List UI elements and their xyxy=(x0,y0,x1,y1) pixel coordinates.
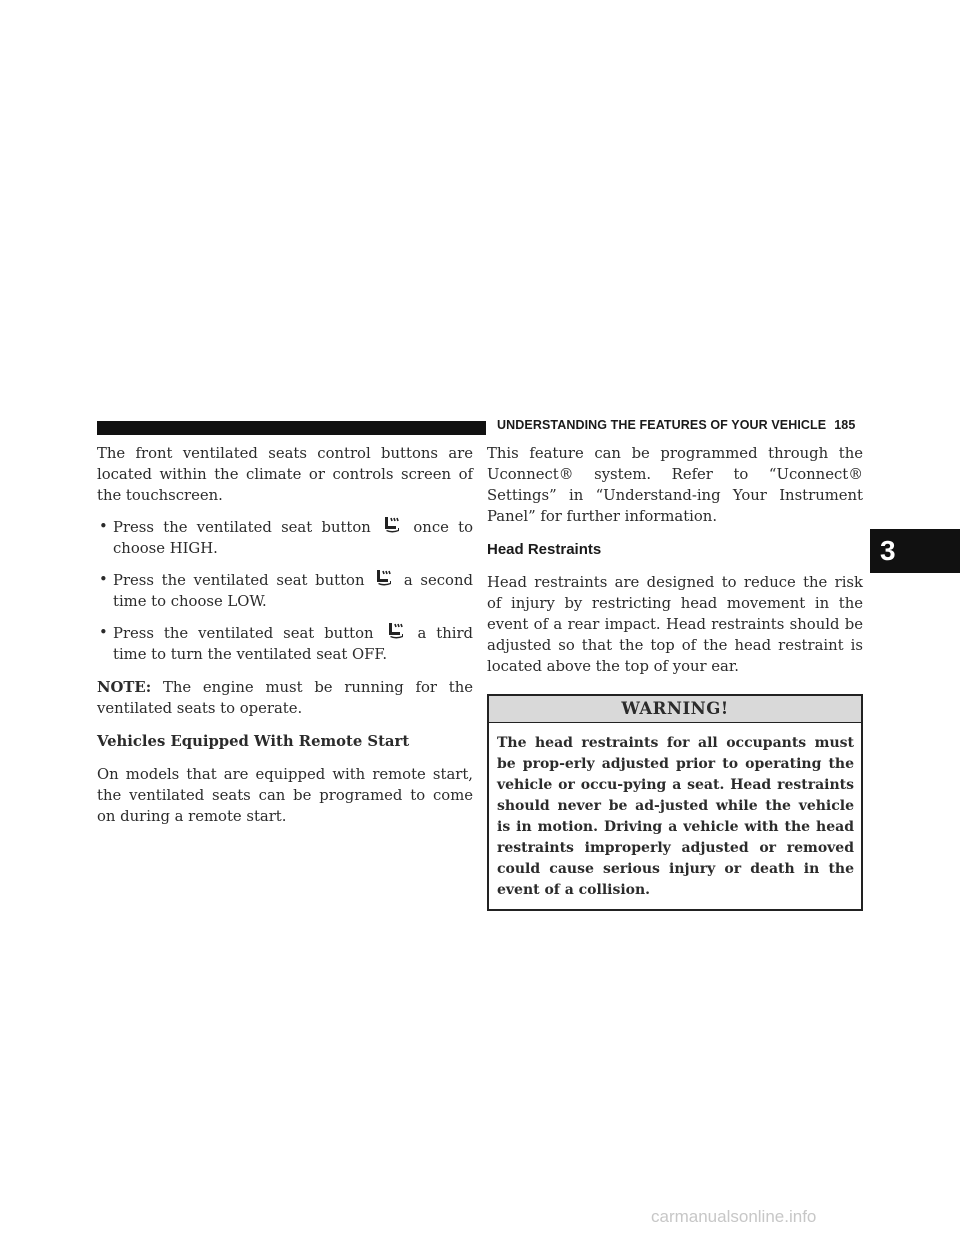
bullet-text-before: Press the ventilated seat button xyxy=(113,625,374,642)
right-column xyxy=(487,443,863,911)
warning-title: WARNING! xyxy=(489,696,861,723)
page-header xyxy=(497,418,859,432)
bullet-icon: • xyxy=(99,571,108,588)
warning-text: The head restraints for all occupants must be prop-erly adjusted prior to operating the vehicle or occu-pying a seat. Head restraints should never be ad-justed while the vehicle is in motion. Driving a vehicle with the head restraints improperly adjusted or removed could cause serious injury or death in the event of a collision. xyxy=(497,735,854,898)
bullet-icon: • xyxy=(99,518,108,535)
ventilated-seat-icon xyxy=(386,622,406,640)
bullet-text-after: a third time to turn the ventilated seat OFF. xyxy=(113,625,473,663)
list-item xyxy=(97,516,473,559)
bullet-icon: • xyxy=(99,624,108,641)
remote-start-paragraph: On models that are equipped with remote start, the ventilated seats can be programed to come on during a remote start. xyxy=(97,766,473,825)
section-heading: Head Restraints xyxy=(487,541,602,558)
left-column xyxy=(97,443,473,827)
list-item xyxy=(97,569,473,612)
bullet-list xyxy=(97,516,473,665)
program-paragraph: This feature can be programmed through the Uconnect® system. Refer to “Uconnect® Settings” in “Understand-ing Your Instrument Panel” for further information. xyxy=(487,445,863,525)
page-number: 185 xyxy=(834,418,856,432)
header-title: UNDERSTANDING THE FEATURES OF YOUR VEHICLE xyxy=(497,418,827,432)
note-label: NOTE: xyxy=(97,679,152,696)
head-restraints-paragraph: Head restraints are designed to reduce the risk of injury by restricting head movement in the event of a rear impact. Head restraints should be adjusted so that the top of the head restraint is located above the top of your ear. xyxy=(487,574,863,675)
intro-paragraph: The front ventilated seats control buttons are located within the climate or controls screen of the touchscreen. xyxy=(97,445,473,504)
bullet-text-before: Press the ventilated seat button xyxy=(113,519,371,536)
note-text: The engine must be running for the ventilated seats to operate. xyxy=(97,679,473,717)
chapter-tab: 3 xyxy=(870,529,960,573)
bullet-text-after: once to choose HIGH. xyxy=(113,519,473,557)
note-paragraph xyxy=(97,677,473,719)
watermark: carmanualsonline.info xyxy=(651,1207,817,1226)
warning-box xyxy=(487,694,863,911)
header-rule xyxy=(97,421,486,435)
bullet-text-before: Press the ventilated seat button xyxy=(113,572,365,589)
bullet-text-after: a second time to choose LOW. xyxy=(113,572,473,610)
ventilated-seat-icon xyxy=(374,569,394,587)
list-item xyxy=(97,622,473,665)
ventilated-seat-icon xyxy=(382,516,402,534)
subheading: Vehicles Equipped With Remote Start xyxy=(97,733,410,750)
